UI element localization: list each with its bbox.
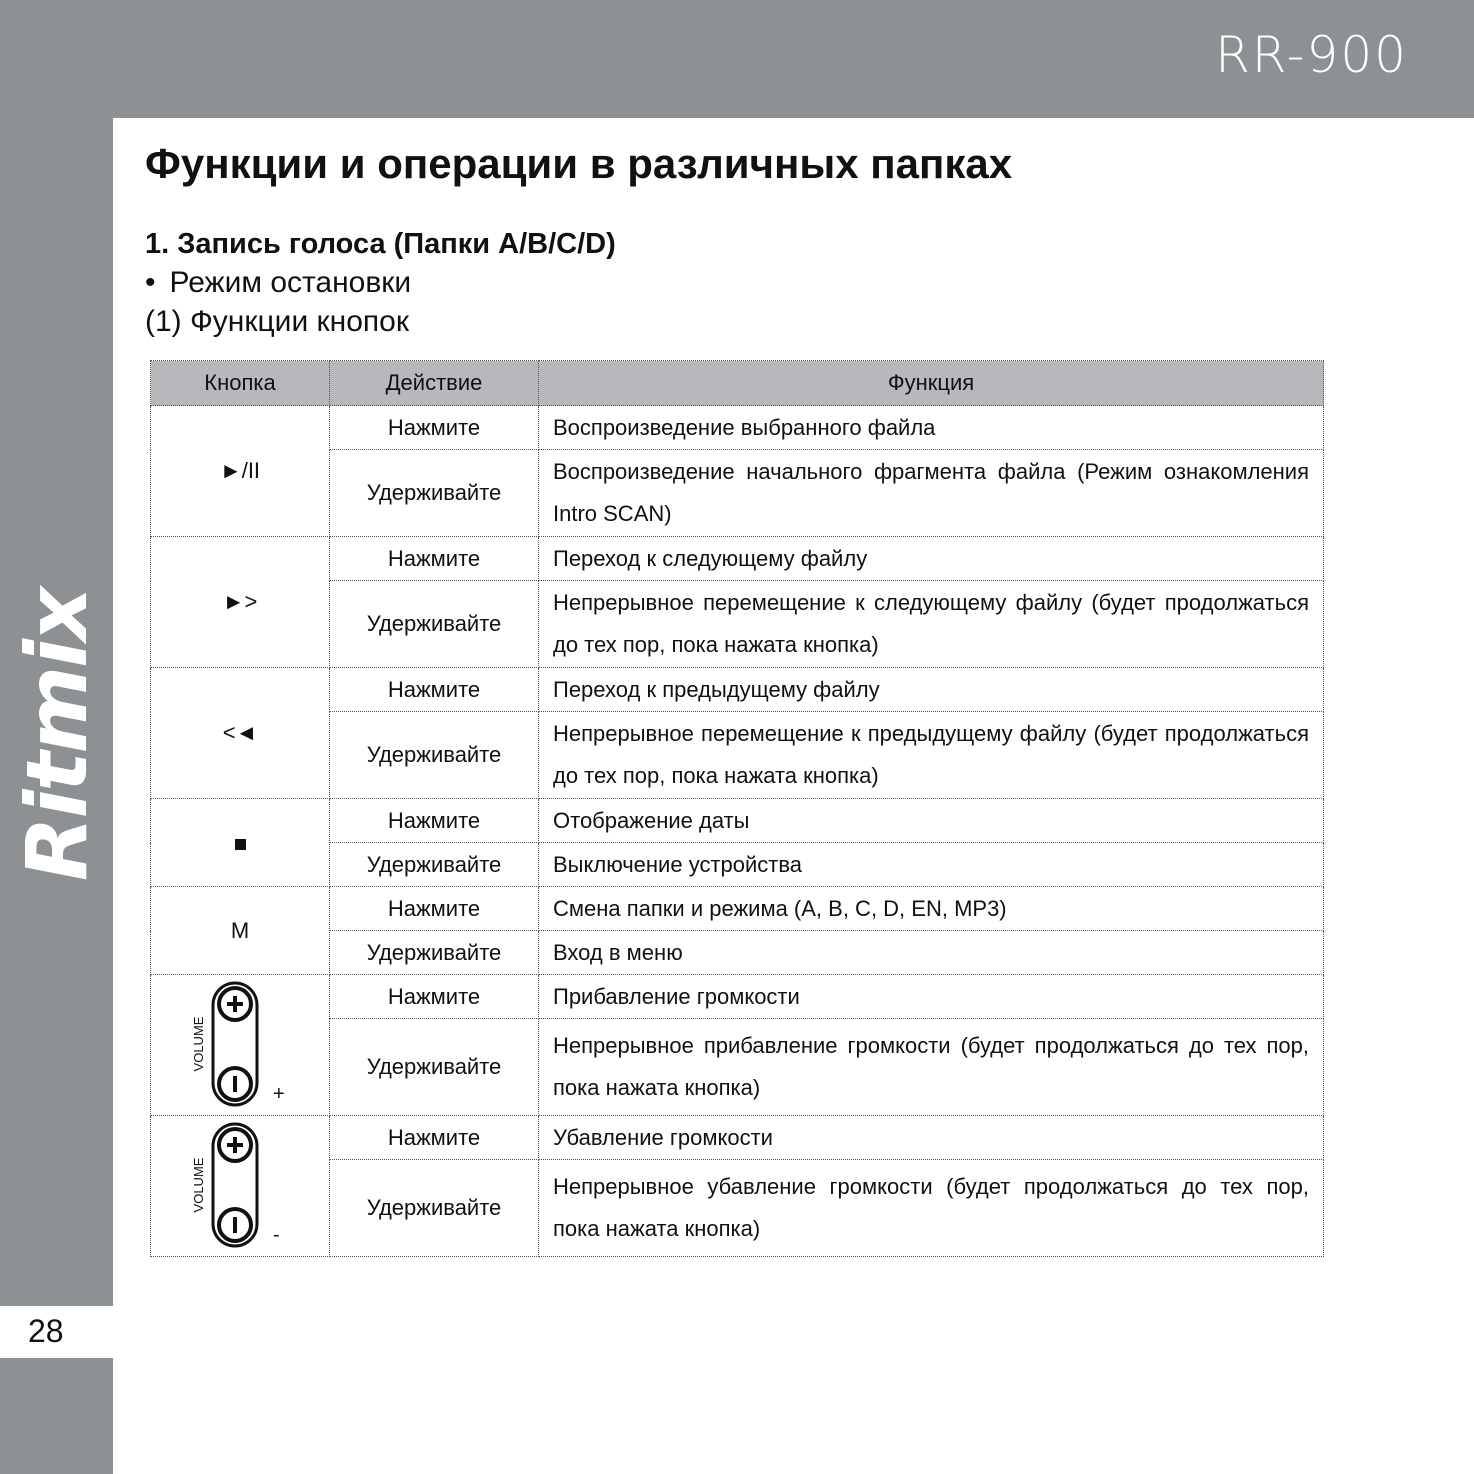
button-functions-table: [150, 360, 1324, 1257]
page-title: Функции и операции в различных папках: [145, 140, 1013, 187]
function-cell: Непрерывное перемещение к следующему файлу (будет продолжаться до тех пор, пока нажата кнопка): [539, 581, 1324, 668]
action-cell: Нажмите: [330, 406, 539, 450]
volume-up-sign: +: [273, 1083, 285, 1105]
bullet-text: Режим остановки: [169, 266, 412, 299]
bullet-item: [145, 266, 411, 300]
action-cell: Удерживайте: [330, 581, 539, 668]
function-cell: Непрерывное прибавление громкости (будет продолжаться до тех пор, пока нажата кнопка): [539, 1019, 1324, 1116]
action-cell: Нажмите: [330, 1116, 539, 1160]
action-cell: Удерживайте: [330, 712, 539, 799]
action-cell: Удерживайте: [330, 931, 539, 975]
header-action: Действие: [330, 361, 539, 406]
action-cell: Удерживайте: [330, 843, 539, 887]
function-cell: Непрерывное убавление громкости (будет продолжаться до тех пор, пока нажата кнопка): [539, 1160, 1324, 1257]
action-cell: Нажмите: [330, 887, 539, 931]
header-function: Функция: [539, 361, 1324, 406]
button-cell-volume-down: [151, 1116, 330, 1257]
function-cell: Воспроизведение начального фрагмента файла (Режим ознакомления Intro SCAN): [539, 450, 1324, 537]
table-row: [151, 799, 1324, 843]
function-cell: Прибавление громкости: [539, 975, 1324, 1019]
bullet-dot-icon: •: [145, 266, 156, 299]
table-header-row: [151, 361, 1324, 406]
action-cell: Нажмите: [330, 799, 539, 843]
button-cell-volume-up: [151, 975, 330, 1116]
action-cell: Удерживайте: [330, 1019, 539, 1116]
brand-logo: Ritmix: [8, 588, 106, 882]
mode-button-label: M: [230, 917, 250, 943]
previous-icon: <◄: [222, 720, 258, 745]
play-pause-icon: ►/II: [219, 458, 261, 483]
section-heading: 1. Запись голоса (Папки A/B/C/D): [145, 228, 616, 260]
table-row: [151, 1116, 1324, 1160]
table-row: [151, 668, 1324, 712]
subsection-heading: (1) Функции кнопок: [145, 305, 409, 338]
volume-rocker-icon: [191, 1121, 281, 1251]
next-icon: ►>: [222, 589, 258, 614]
volume-down-sign: -: [273, 1224, 280, 1246]
model-name: RR-900: [1215, 26, 1408, 84]
action-cell: Нажмите: [330, 975, 539, 1019]
table-row: [151, 975, 1324, 1019]
volume-rocker-icon: [191, 980, 281, 1110]
function-cell: Переход к следующему файлу: [539, 537, 1324, 581]
volume-label: VOLUME: [191, 1157, 206, 1213]
page-number: 28: [28, 1313, 64, 1349]
header-button: Кнопка: [151, 361, 330, 406]
function-cell: Убавление громкости: [539, 1116, 1324, 1160]
button-cell-play-pause: [151, 406, 330, 537]
volume-label: VOLUME: [191, 1016, 206, 1072]
table-row: [151, 887, 1324, 931]
function-cell: Вход в меню: [539, 931, 1324, 975]
function-cell: Воспроизведение выбранного файла: [539, 406, 1324, 450]
function-cell: Непрерывное перемещение к предыдущему файлу (будет продолжаться до тех пор, пока нажата кнопка): [539, 712, 1324, 799]
function-cell: Выключение устройства: [539, 843, 1324, 887]
action-cell: Нажмите: [330, 668, 539, 712]
button-cell-mode: [151, 887, 330, 975]
function-cell: Отображение даты: [539, 799, 1324, 843]
function-cell: Смена папки и режима (A, B, C, D, EN, MP3): [539, 887, 1324, 931]
button-cell-previous: [151, 668, 330, 799]
stop-icon: [235, 839, 246, 850]
button-cell-next: [151, 537, 330, 668]
function-cell: Переход к предыдущему файлу: [539, 668, 1324, 712]
action-cell: Нажмите: [330, 537, 539, 581]
table-row: [151, 537, 1324, 581]
volume-rocker: [151, 975, 330, 1115]
button-cell-stop: [151, 799, 330, 887]
table-row: [151, 406, 1324, 450]
action-cell: Удерживайте: [330, 450, 539, 537]
action-cell: Удерживайте: [330, 1160, 539, 1257]
volume-rocker: [151, 1116, 330, 1256]
